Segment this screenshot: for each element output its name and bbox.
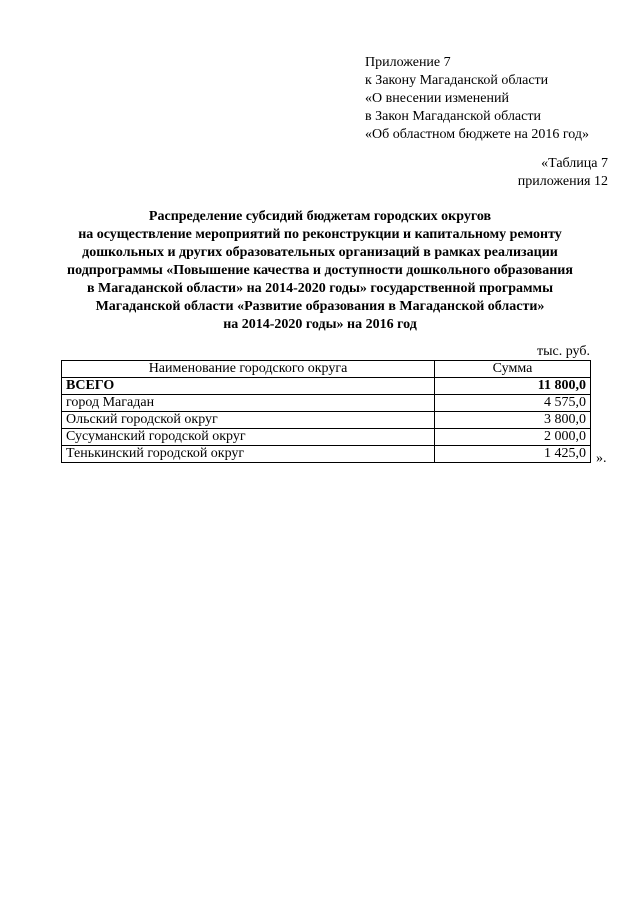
- row-amount: 11 800,0: [435, 378, 591, 395]
- title-line: в Магаданской области» на 2014-2020 годы» государственной программы: [86, 281, 554, 296]
- table-reference: [518, 155, 608, 191]
- title-line: дошкольных и других образовательных организаций в рамках реализации: [82, 245, 558, 260]
- row-amount: 1 425,0: [435, 446, 591, 463]
- closing-quote: ».: [596, 451, 607, 466]
- row-name: Сусуманский городской округ: [62, 429, 435, 446]
- row-name: город Магадан: [62, 395, 435, 412]
- title-line: Распределение субсидий бюджетам городских округов: [148, 209, 492, 224]
- document-title: [40, 208, 600, 334]
- subsidy-table: [61, 360, 591, 463]
- appendix-line: «О внесении изменений: [365, 91, 509, 106]
- unit-label: тыс. руб.: [537, 344, 590, 359]
- table-row: [62, 395, 591, 412]
- row-name: ВСЕГО: [62, 378, 435, 395]
- table-ref-line: «Таблица 7: [541, 156, 608, 171]
- row-name: Тенькинский городской округ: [62, 446, 435, 463]
- title-line: подпрограммы «Повышение качества и доступности дошкольного образования: [67, 263, 573, 278]
- table-row: [62, 412, 591, 429]
- appendix-block: [365, 54, 589, 144]
- row-amount: 4 575,0: [435, 395, 591, 412]
- table-row-total: [62, 378, 591, 395]
- table-row: [62, 429, 591, 446]
- appendix-line: «Об областном бюджете на 2016 год»: [365, 127, 589, 142]
- appendix-line: в Закон Магаданской области: [365, 109, 541, 124]
- table-row: [62, 446, 591, 463]
- row-name: Ольский городской округ: [62, 412, 435, 429]
- row-amount: 2 000,0: [435, 429, 591, 446]
- row-amount: 3 800,0: [435, 412, 591, 429]
- title-line: на осуществление мероприятий по реконструкции и капитальному ремонту: [78, 227, 562, 242]
- header-name: Наименование городского округа: [62, 361, 435, 378]
- title-line: на 2014-2020 годы» на 2016 год: [223, 317, 417, 332]
- table-ref-line: приложения 12: [517, 174, 608, 189]
- appendix-line: к Закону Магаданской области: [365, 73, 549, 88]
- header-amount: Сумма: [435, 361, 591, 378]
- table-header-row: [62, 361, 591, 378]
- appendix-line: Приложение 7: [365, 55, 451, 70]
- title-line: Магаданской области «Развитие образования в Магаданской области»: [95, 299, 545, 314]
